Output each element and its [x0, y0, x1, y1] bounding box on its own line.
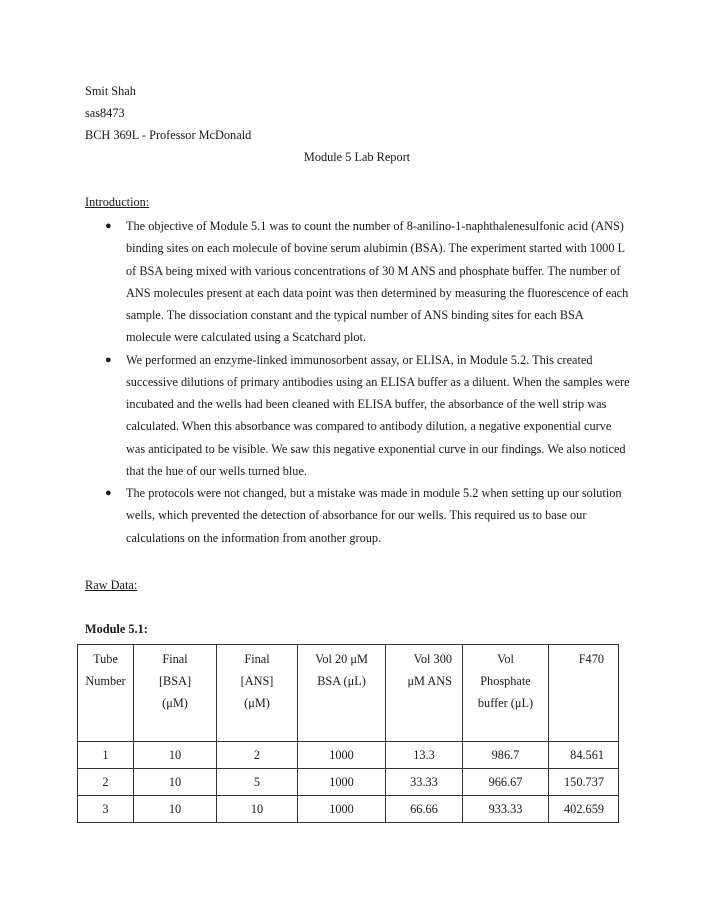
header-line: F470 — [578, 652, 604, 666]
course-line: BCH 369L - Professor McDonald — [85, 128, 252, 142]
table-cell: 2 — [217, 742, 298, 769]
table-cell: 986.7 — [463, 742, 549, 769]
header-line: BSA (μL) — [317, 674, 366, 688]
author-name: Smit Shah — [85, 84, 136, 98]
table-cell: 1000 — [298, 796, 386, 823]
header-final-bsa — [134, 645, 217, 742]
table-cell: 150.737 — [549, 769, 619, 796]
table-cell: 402.659 — [549, 796, 619, 823]
header-vol-bsa — [298, 645, 386, 742]
header-line: Tube — [93, 652, 118, 666]
table-row — [78, 769, 619, 796]
table-cell: 10 — [134, 769, 217, 796]
header-line: Vol 20 μM — [315, 652, 368, 666]
table-cell: 84.561 — [549, 742, 619, 769]
data-table — [77, 644, 619, 823]
table-cell: 1000 — [298, 769, 386, 796]
table-cell: 13.3 — [386, 742, 463, 769]
introduction-bullets — [100, 215, 630, 549]
table-cell: 3 — [78, 796, 134, 823]
header-vol-buffer — [463, 645, 549, 742]
bullet-icon: ● — [105, 353, 112, 366]
table-cell: 1 — [78, 742, 134, 769]
table-cell: 966.67 — [463, 769, 549, 796]
document-title: Module 5 Lab Report — [303, 150, 411, 164]
table-cell: 1000 — [298, 742, 386, 769]
bullet-text: The objective of Module 5.1 was to count the number of 8-anilino-1-naphthalenesulfonic acid (ANS) binding sites on each molecule of bovine serum alubimin (BSA). The experiment started with 1000 L of BSA being mixed with various concentrations of 30 M ANS and phosphate buffer. The number of ANS molecules present at each data point was then determined by measuring the fluorescence of each sample. The dissociation constant and the typical number of ANS binding sites for each BSA molecule were calculated using a Scatchard plot. — [126, 219, 629, 345]
header-line: Final — [244, 652, 270, 666]
bullet-icon: ● — [105, 220, 112, 232]
header-tube-number — [78, 645, 134, 742]
bullet-item — [100, 482, 630, 549]
raw-data-heading: Raw Data: — [85, 578, 138, 592]
table-cell: 10 — [134, 796, 217, 823]
header-final-ans — [217, 645, 298, 742]
header-line: Final — [162, 652, 188, 666]
bullet-item — [100, 215, 630, 349]
table-cell: 66.66 — [386, 796, 463, 823]
table-row — [78, 742, 619, 769]
bullet-text: We performed an enzyme-linked immunosorbent assay, or ELISA, in Module 5.2. This created successive dilutions of primary antibodies using an ELISA buffer as a diluent. When the samples were incubated and the wells had been cleaned with ELISA buffer, the absorbance of the well strip was calculated. When this absorbance was compared to antibody dilution, a negative exponential curve was anticipated to be visible. We saw this negative exponential curve in our findings. We also noticed that the hue of our wells turned blue. — [126, 352, 630, 478]
table-cell: 2 — [78, 769, 134, 796]
header-line: (μM) — [244, 696, 270, 710]
header-line: Phosphate — [480, 674, 531, 688]
table-header-row — [78, 645, 619, 742]
header-line: [BSA] — [158, 674, 192, 688]
header-line: μM ANS — [407, 674, 452, 688]
table-row — [78, 796, 619, 823]
table-cell: 10 — [217, 796, 298, 823]
header-f470 — [549, 645, 619, 742]
student-eid: sas8473 — [85, 106, 125, 120]
table-cell: 10 — [134, 742, 217, 769]
header-line: Number — [85, 674, 126, 688]
header-line: Vol 300 — [413, 652, 452, 666]
bullet-text: The protocols were not changed, but a mistake was made in module 5.2 when setting up our solution wells, which prevented the detection of absorbance for our wells. This required us to base our calculations on the information from another group. — [126, 486, 622, 545]
introduction-heading: Introduction: — [85, 195, 150, 209]
bullet-icon: ● — [105, 487, 112, 499]
bullet-item — [100, 349, 630, 483]
header-line: (μM) — [162, 696, 188, 710]
header-vol-ans — [386, 645, 463, 742]
header-line: [ANS] — [240, 674, 274, 688]
header-line: Vol — [497, 652, 514, 666]
header-line: buffer (μL) — [477, 696, 534, 710]
module-heading: Module 5.1: — [85, 622, 148, 636]
table-cell: 33.33 — [386, 769, 463, 796]
table-cell: 933.33 — [463, 796, 549, 823]
table-cell: 5 — [217, 769, 298, 796]
